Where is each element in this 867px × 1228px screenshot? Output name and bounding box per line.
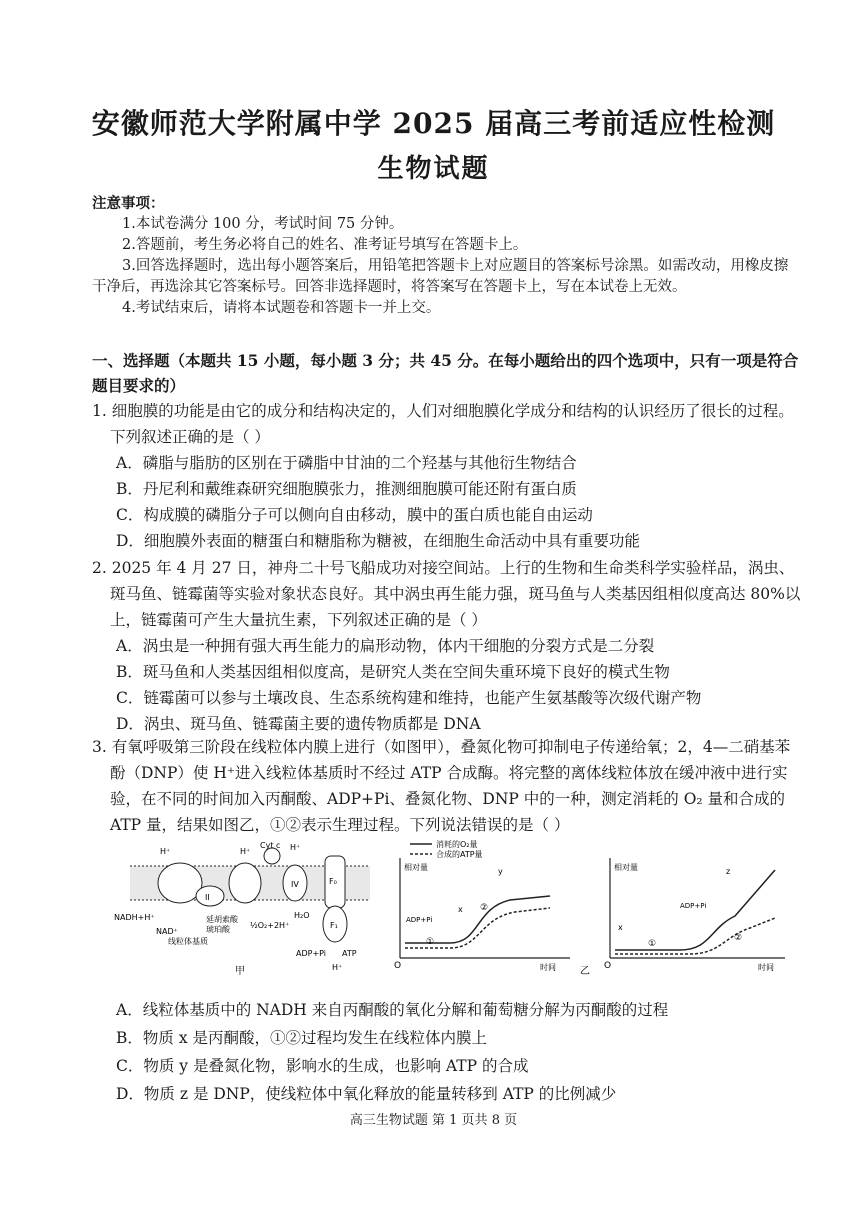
option-a: A．涡虫是一种拥有强大再生能力的扁形动物，体内干细胞的分裂方式是二分裂 (116, 637, 655, 655)
option-c: C．构成膜的磷脂分子可以侧向自由移动，膜中的蛋白质也能自由运动 (116, 506, 593, 524)
section-heading: 一、选择题（本题共 15 小题，每小题 3 分；共 45 分。在每小题给出的四个选项中，只有一项是符合题目要求的） (92, 351, 799, 395)
option-c: C．物质 y 是叠氮化物，影响水的生成，也影响 ATP 的合成 (116, 1057, 529, 1075)
page-footer: 高三生物试题 第 1 页共 8 页 (349, 1113, 518, 1128)
note-item: 1.本试卷满分 100 分，考试时间 75 分钟。 (122, 216, 404, 232)
atp-label: ATP (342, 949, 357, 958)
option-b: B．丹尼利和戴维森研究细胞膜张力，推测细胞膜可能还附有蛋白质 (116, 480, 577, 498)
h-label: H⁺ (290, 843, 301, 852)
graph-2 (580, 858, 785, 977)
y-label: 相对量 (404, 863, 428, 872)
f1-label: F₁ (330, 921, 338, 930)
question-3-figure (110, 838, 790, 978)
graph-1 (394, 839, 570, 972)
exam-title: 安徽师范大学附属中学 2025 届高三考前适应性检测 (91, 107, 776, 140)
mark-1: ① (426, 937, 435, 947)
adp-label: ADP+Pi (296, 949, 327, 958)
question-2 (92, 555, 804, 737)
option-d: D．物质 z 是 DNP，使线粒体中氧化释放的能量转移到 ATP 的比例减少 (116, 1085, 617, 1103)
matrix-label: 线粒体基质 (168, 937, 208, 946)
nad-label: NAD⁺ (156, 927, 178, 936)
x-label: 时间 (758, 963, 774, 972)
cytc-shape (264, 848, 280, 864)
question-stem: 1. 细胞膜的功能是由它的成分和结构决定的，人们对细胞膜化学成分和结构的认识经历了很长的过程。下列叙述正确的是（ ） (92, 402, 794, 446)
option-a: A．磷脂与脂肪的区别在于磷脂中甘油的二个羟基与其他衍生物结合 (116, 454, 577, 472)
complex-4-label: IV (291, 880, 299, 889)
option-d: D．涡虫、斑马鱼、链霉菌主要的遗传物质都是 DNA (116, 715, 481, 733)
mark-x: x (458, 905, 463, 914)
f0-label: F₀ (329, 877, 337, 886)
question-stem: 2. 2025 年 4 月 27 日，神舟二十号飞船成功对接空间站。上行的生物和生命类科学实验样品，涡虫、斑马鱼、链霉菌等实验对象状态良好。其中涡虫再生能力强，斑马鱼与人类基因组相似度高达 80%以上，链霉菌可产生大量抗生素，下列叙述正确的是（ ） (92, 559, 801, 629)
h-label: H⁺ (160, 847, 171, 856)
question-stem: 3. 有氧呼吸第三阶段在线粒体内膜上进行（如图甲），叠氮化物可抑制电子传递给氧；2，4—二硝基苯酚（DNP）使 H⁺进入线粒体基质时不经过 ATP 合成酶。将完整的离体线粒体放在缓冲液中进行实验，在不同的时间加入丙酮酸、ADP+Pi、叠氮化物、DNP 中的一种，测定消耗的 O₂ 量和合成的 ATP 量，结果如图乙，①②表示生理过程。下列说法错误的是（ ） (92, 738, 791, 834)
legend-o2: 消耗的O₂量 (436, 840, 478, 849)
mark-adp: ADP+Pi (406, 916, 433, 924)
complex-2-label: II (205, 893, 210, 902)
figure-yi-label: 乙 (580, 966, 590, 977)
note-item: 2.答题前，考生务必将自己的姓名、准考证号填写在答题卡上。 (122, 237, 528, 253)
option-c: C．链霉菌可以参与土壤改良、生态系统构建和维持，也能产生氨基酸等次级代谢产物 (116, 689, 702, 707)
mark-2: ② (480, 903, 489, 913)
legend-atp: 合成的ATP量 (436, 850, 483, 859)
option-d: D．细胞膜外表面的糖蛋白和糖脂称为糖被，在细胞生命活动中具有重要功能 (116, 532, 640, 550)
mark-1: ① (648, 939, 657, 949)
origin-label: O (604, 961, 612, 971)
question-1 (92, 398, 804, 554)
question-3 (92, 734, 804, 838)
mark-adp: ADP+Pi (680, 902, 707, 910)
option-b: B．斑马鱼和人类基因组相似度高，是研究人类在空间失重环境下良好的模式生物 (116, 663, 670, 681)
atp-curve (615, 918, 775, 954)
notes-title: 注意事项： (92, 195, 165, 212)
option-a: A．线粒体基质中的 NADH 来自丙酮酸的氧化分解和葡萄糖分解为丙酮酸的过程 (116, 1001, 669, 1019)
complex-2 (196, 886, 224, 906)
note-item: 3.回答选择题时，选出每小题答案后，用铅笔把答题卡上对应题目的答案标号涂黑。如需改动，用橡皮擦干净后，再选涂其它答案标号。回答非选择题时，将答案写在答题卡上，写在本试卷上无效。 (92, 258, 789, 295)
question-3-options (92, 996, 804, 1108)
origin-label: O (394, 961, 402, 971)
oxygen-label: ½O₂+2H⁺ (250, 921, 290, 930)
y-label: 相对量 (614, 863, 638, 872)
o2-curve (615, 870, 775, 950)
fumarate-label: 琥珀酸 (206, 925, 230, 934)
complex-1 (158, 863, 202, 903)
succinate-label: 延胡索酸 (206, 915, 238, 924)
mark-y: y (498, 867, 503, 876)
water-label: H₂O (294, 911, 310, 920)
cytc-label: Cyt c (260, 841, 281, 850)
h-label: H⁺ (332, 963, 343, 972)
exam-subtitle: 生物试题 (377, 154, 490, 184)
complex-3 (229, 863, 261, 903)
nadh-label: NADH+H⁺ (114, 913, 155, 922)
mark-2: ② (734, 933, 743, 943)
notes-block (92, 193, 797, 319)
note-item: 4.考试结束后，请将本试题卷和答题卡一并上交。 (122, 300, 441, 316)
option-b: B．物质 x 是丙酮酸，①②过程均发生在线粒体内膜上 (116, 1029, 487, 1047)
figure-jia-label: 甲 (235, 966, 245, 977)
h-label: H⁺ (240, 847, 251, 856)
mark-x: x (618, 923, 623, 932)
membrane-diagram (114, 841, 370, 977)
mark-z: z (726, 867, 731, 876)
x-label: 时间 (540, 963, 556, 972)
